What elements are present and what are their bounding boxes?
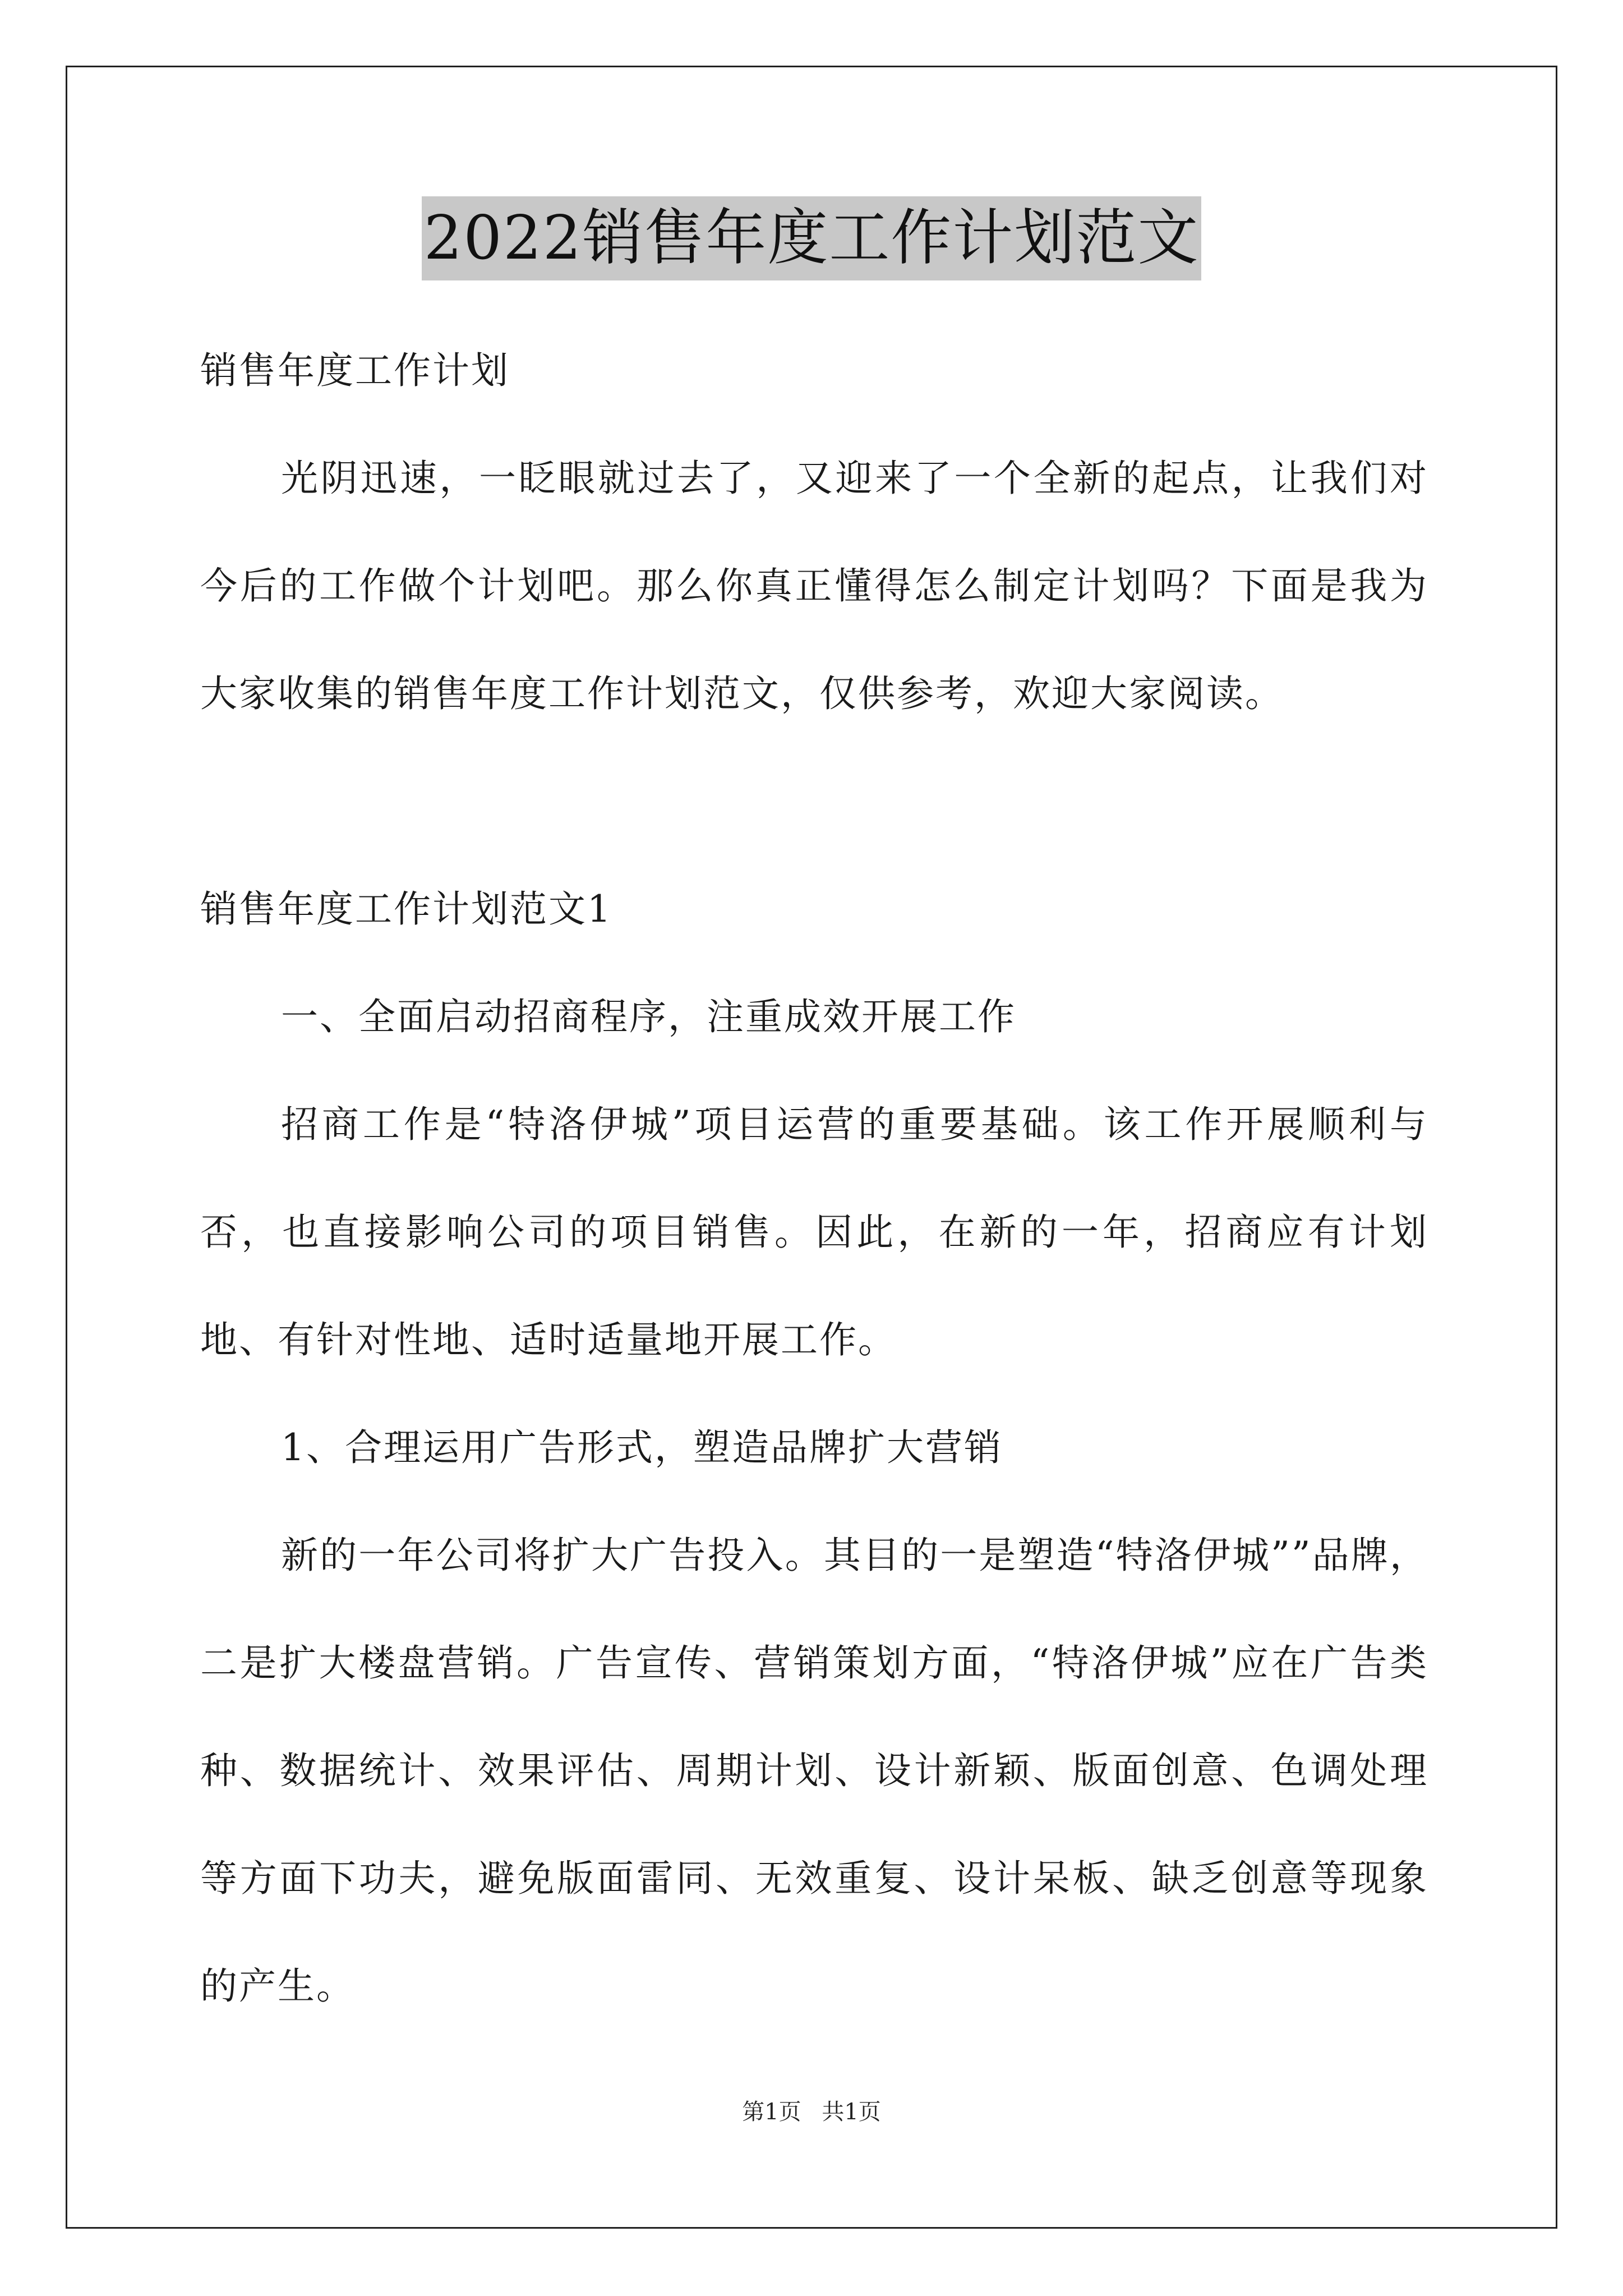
title-container [0,196,1623,280]
section-heading: 销售年度工作计划 [200,349,510,392]
body-paragraph: 新的一年公司将扩大广告投入。其目的一是塑造“特洛伊城””品牌，二是扩大楼盘营销。广告宣传、营销策划方面，“特洛伊城”应在广告类种、数据统计、效果评估、周期计划、设计新颖、版面创意、色调处理等方面下功夫，避免版面雷同、无效重复、设计呆板、缺乏创意等现象的产生。 [200,1534,1428,2008]
intro-paragraph: 光阴迅速，一眨眼就过去了，又迎来了一个全新的起点，让我们对今后的工作做个计划吧。那么你真正懂得怎么制定计划吗？下面是我为大家收集的销售年度工作计划范文，仅供参考，欢迎大家阅读。 [200,457,1428,715]
document-title: 2022销售年度工作计划范文 [422,196,1202,280]
page-footer [0,2095,1623,2129]
section-heading: 销售年度工作计划范文1 [200,887,612,931]
subheading: 1、合理运用广告形式，塑造品牌扩大营销 [281,1426,1003,1469]
subheading: 一、全面启动招商程序，注重成效开展工作 [281,995,1016,1038]
document-body [200,317,1428,2040]
total-pages: 共1页 [822,2099,881,2125]
paragraph-gap [200,748,1428,855]
page-number: 第1页 [742,2099,801,2125]
body-paragraph: 招商工作是“特洛伊城”项目运营的重要基础。该工作开展顺利与否，也直接影响公司的项目销售。因此，在新的一年，招商应有计划地、有针对性地、适时适量地开展工作。 [200,1103,1428,1361]
